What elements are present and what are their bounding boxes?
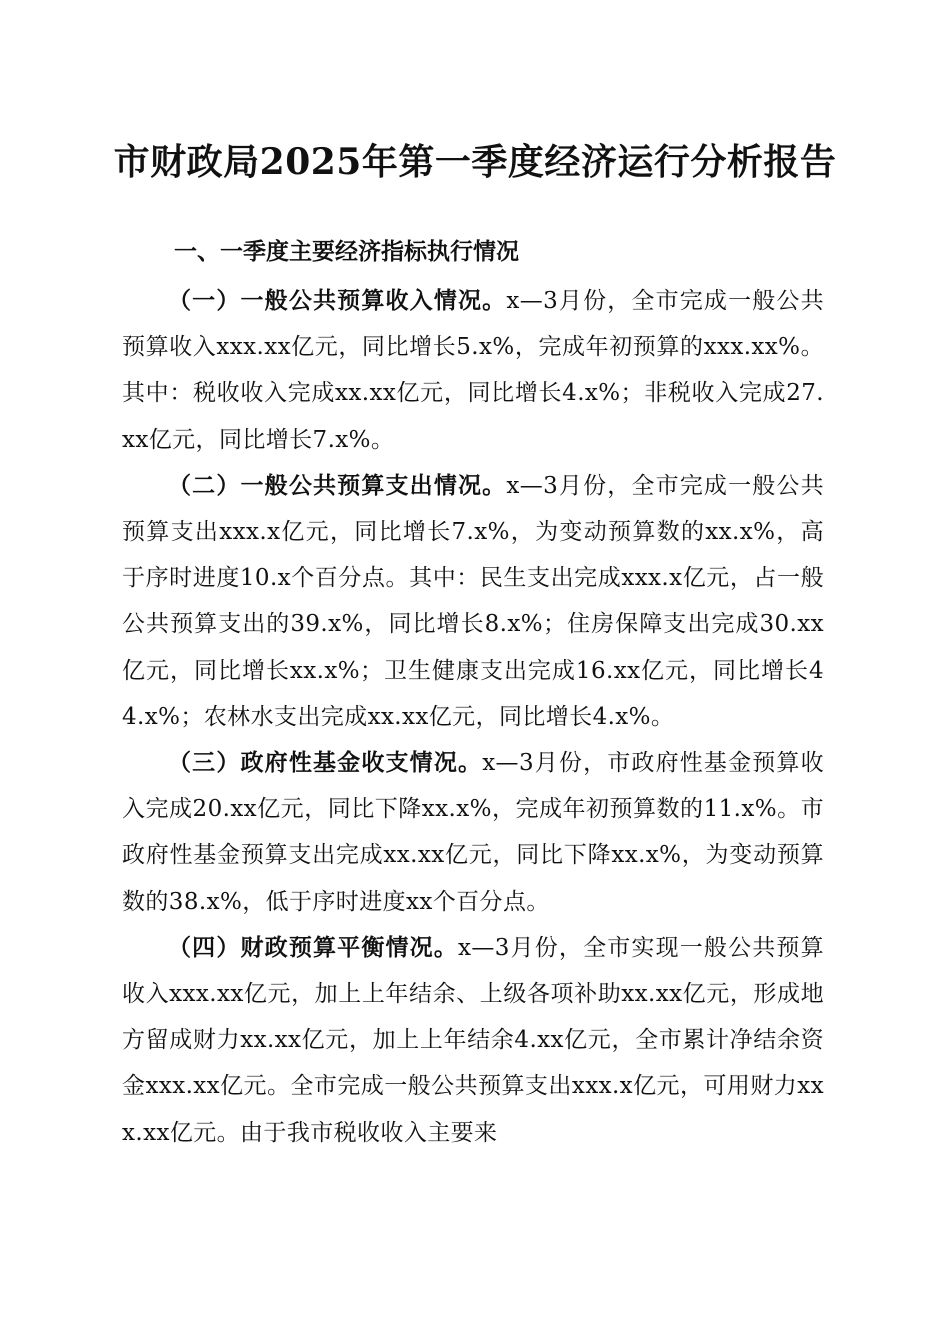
paragraph-lead: （二）一般公共预算支出情况。 xyxy=(168,471,507,499)
paragraph-text: x—3月份，全市完成一般公共预算收入xxx.xx亿元，同比增长5.x%，完成年初预算的xxx.xx%。其中：税收收入完成xx.xx亿元，同比增长4.x%；非税收入完成27.xx亿元，同比增长7.x%。 xyxy=(122,288,824,453)
document-body xyxy=(122,278,824,1156)
paragraph-budget-revenue xyxy=(122,278,824,463)
paragraph-lead: （四）财政预算平衡情况。 xyxy=(168,933,459,961)
paragraph-lead: （三）政府性基金收支情况。 xyxy=(168,749,483,777)
paragraph-text: x—3月份，市政府性基金预算收入完成20.xx亿元，同比下降xx.x%，完成年初预算数的11.x%。市政府性基金预算支出完成xx.xx亿元，同比下降xx.x%，为变动预算数的38.x%，低于序时进度xx个百分点。 xyxy=(122,750,825,915)
paragraph-lead: （一）一般公共预算收入情况。 xyxy=(168,287,507,314)
section-heading: 一、一季度主要经济指标执行情况 xyxy=(174,239,519,265)
document-title: 市财政局2025年第一季度经济运行分析报告 xyxy=(113,141,837,183)
paragraph-government-fund xyxy=(122,740,824,925)
paragraph-text: x—3月份，全市实现一般公共预算收入xxx.xx亿元，加上上年结余、上级各项补助xx.xx亿元，形成地方留成财力xx.xx亿元，加上上年结余4.xx亿元，全市累计净结余资金xxx.xx亿元。全市完成一般公共预算支出xxx.x亿元，可用财力xxx.xx亿元。由于我市税收收入主要来 xyxy=(122,934,824,1146)
paragraph-text: x—3月份，全市完成一般公共预算支出xxx.x亿元，同比增长7.x%，为变动预算数的xx.x%，高于序时进度10.x个百分点。其中：民生支出完成xxx.x亿元，占一般公共预算支出的39.x%，同比增长8.x%；住房保障支出完成30.xx亿元，同比增长xx.x%；卫生健康支出完成16.xx亿元，同比增长44.x%；农林水支出完成xx.xx亿元，同比增长4.x%。 xyxy=(122,472,824,730)
paragraph-budget-balance xyxy=(122,925,824,1156)
paragraph-budget-expenditure xyxy=(122,463,824,740)
